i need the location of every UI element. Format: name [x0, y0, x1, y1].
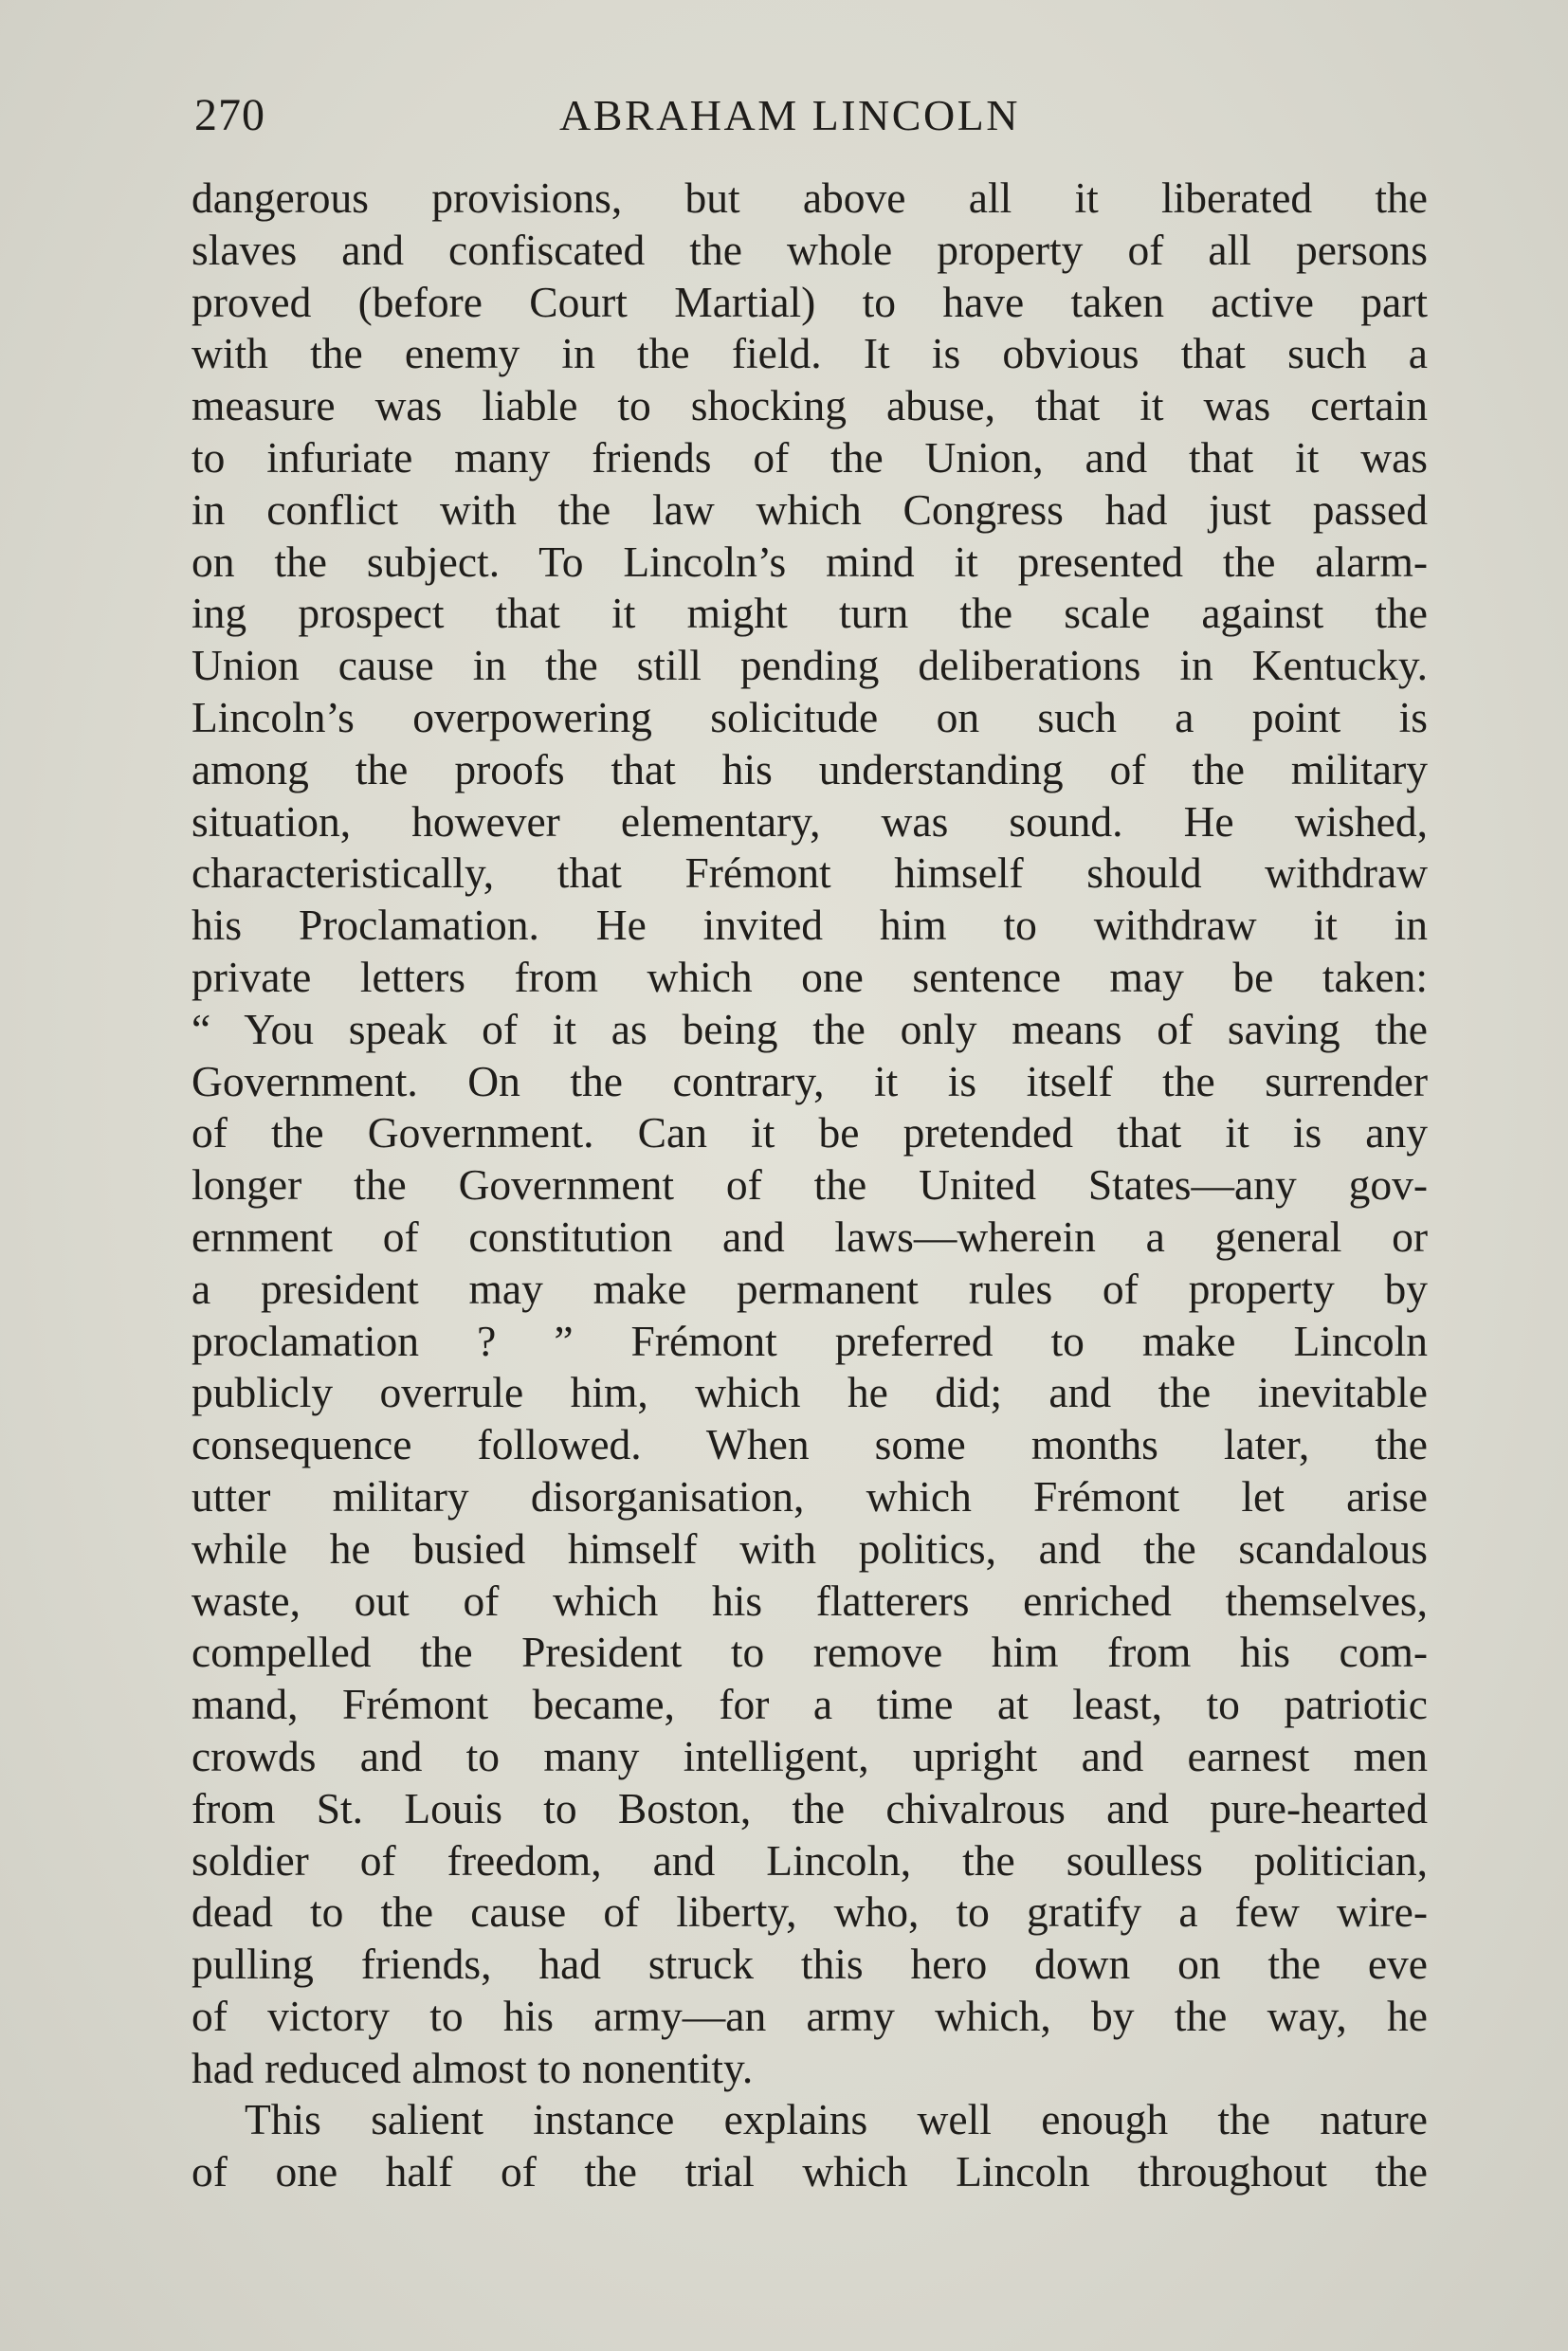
- text-line: mand, Frémont became, for a time at least, to patriotic: [191, 1680, 1428, 1729]
- text-line: of one half of the trial which Lincoln throughout the: [191, 2147, 1428, 2196]
- text-line: Union cause in the still pending deliberations in Kentucky.: [191, 641, 1428, 690]
- text-line: proclamation ? ” Frémont preferred to make Lincoln: [191, 1316, 1428, 1365]
- running-head-title: ABRAHAM LINCOLN: [559, 91, 1020, 139]
- text-line: ernment of constitution and laws—wherein a general or: [191, 1212, 1428, 1261]
- text-line: soldier of freedom, and Lincoln, the soulless politician,: [191, 1835, 1428, 1885]
- text-line: consequence followed. When some months later, the: [191, 1420, 1428, 1469]
- text-line: crowds and to many intelligent, upright and earnest men: [191, 1731, 1428, 1780]
- text-line: from St. Louis to Boston, the chivalrous and pure-hearted: [191, 1783, 1428, 1832]
- text-line: Government. On the contrary, it is itself the surrender: [191, 1056, 1428, 1105]
- text-line: in conflict with the law which Congress had just passed: [191, 484, 1428, 534]
- text-line: among the proofs that his understanding of the military: [191, 744, 1428, 793]
- page-number: 270: [194, 90, 265, 140]
- running-head: [194, 87, 1427, 144]
- text-line: to infuriate many friends of the Union, and that it was: [191, 432, 1428, 482]
- text-line: waste, out of which his flatterers enriched themselves,: [191, 1576, 1428, 1625]
- text-line: slaves and confiscated the whole property of all persons: [191, 225, 1428, 274]
- text-line: private letters from which one sentence may be taken:: [191, 952, 1428, 1001]
- paragraph-1: [191, 173, 1428, 2094]
- text-line: publicly overrule him, which he did; and the inevitable: [191, 1368, 1428, 1417]
- text-line: proved (before Court Martial) to have taken active part: [191, 277, 1428, 326]
- text-line: Lincoln’s overpowering solicitude on such a point is: [191, 692, 1428, 741]
- text-line: dead to the cause of liberty, who, to gratify a few wire-: [191, 1887, 1428, 1937]
- text-line: compelled the President to remove him from his com-: [191, 1628, 1428, 1677]
- text-line: of the Government. Can it be pretended that it is any: [191, 1108, 1428, 1157]
- text-line: “ You speak of it as being the only means of saving the: [191, 1004, 1428, 1053]
- text-line: of victory to his army—an army which, by the way, he: [191, 1991, 1428, 2040]
- text-line: characteristically, that Frémont himself should withdraw: [191, 848, 1428, 898]
- text-line: with the enemy in the field. It is obvious that such a: [191, 329, 1428, 378]
- text-line: situation, however elementary, was sound. He wished,: [191, 796, 1428, 846]
- text-line: pulling friends, had struck this hero down on the eve: [191, 1940, 1428, 1989]
- text-line: dangerous provisions, but above all it liberated the: [191, 173, 1428, 222]
- text-line: while he busied himself with politics, and the scandalous: [191, 1523, 1428, 1573]
- text-line: had reduced almost to nonentity.: [191, 2043, 754, 2092]
- body-text: [191, 173, 1428, 2198]
- text-line: measure was liable to shocking abuse, that it was certain: [191, 381, 1428, 430]
- text-line: a president may make permanent rules of property by: [191, 1264, 1428, 1313]
- text-line: utter military disorganisation, which Frémont let arise: [191, 1471, 1428, 1521]
- text-line: ing prospect that it might turn the scale against the: [191, 589, 1428, 638]
- text-line: This salient instance explains well enough the nature: [245, 2095, 1428, 2144]
- text-line: on the subject. To Lincoln’s mind it presented the alarm-: [191, 537, 1428, 586]
- text-line: his Proclamation. He invited him to withdraw it in: [191, 901, 1428, 950]
- text-line: longer the Government of the United States—any gov-: [191, 1160, 1428, 1210]
- paragraph-2: [191, 2094, 1428, 2198]
